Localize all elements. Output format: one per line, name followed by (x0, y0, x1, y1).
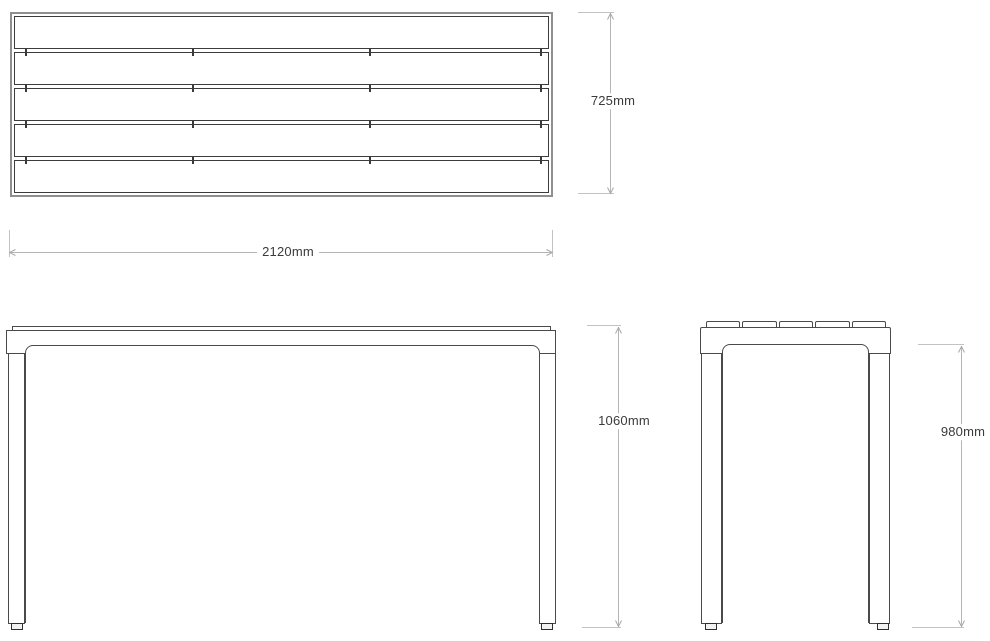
table-leg (701, 354, 722, 624)
joint-tick (192, 121, 194, 128)
joint-tick (540, 85, 542, 92)
dimension-label-width: 2120mm (257, 244, 319, 260)
joint-tick (25, 157, 27, 164)
arrow-up-icon (615, 327, 622, 334)
extension-line (587, 325, 621, 326)
arrow-down-icon (958, 620, 965, 627)
table-slat (14, 16, 549, 49)
joint-tick (369, 49, 371, 56)
joint-tick (25, 121, 27, 128)
table-slat (14, 52, 549, 85)
leg-foot (11, 623, 23, 630)
leg-foot (877, 623, 889, 630)
arrow-down-icon (615, 620, 622, 627)
dimension-line-height (618, 327, 619, 627)
joint-tick (369, 121, 371, 128)
top-view (10, 12, 553, 197)
dimension-label-depth: 725mm (586, 93, 640, 109)
table-leg (8, 354, 25, 624)
joint-tick (540, 121, 542, 128)
dimension-line-clearance (961, 346, 962, 627)
dimension-label-height: 1060mm (593, 413, 655, 429)
table-slat (14, 160, 549, 193)
extension-line (582, 627, 621, 628)
arrow-down-icon (607, 187, 614, 194)
leg-foot (705, 623, 717, 630)
table-leg (539, 354, 556, 624)
under-table-opening (25, 345, 540, 623)
arrow-up-icon (607, 13, 614, 20)
extension-line (918, 344, 964, 345)
table-leg (869, 354, 890, 624)
joint-tick (369, 85, 371, 92)
table-slat (14, 124, 549, 157)
joint-tick (540, 49, 542, 56)
dimension-label-clearance: 980mm (936, 424, 990, 440)
joint-tick (369, 157, 371, 164)
joint-tick (25, 49, 27, 56)
joint-tick (192, 85, 194, 92)
extension-line (912, 627, 964, 628)
table-slat (14, 88, 549, 121)
joint-tick (192, 49, 194, 56)
arrow-left-icon (9, 249, 16, 256)
under-table-opening (722, 344, 869, 623)
leg-foot (541, 623, 553, 630)
arrow-right-icon (546, 249, 553, 256)
arrow-up-icon (958, 346, 965, 353)
joint-tick (540, 157, 542, 164)
joint-tick (25, 85, 27, 92)
joint-tick (192, 157, 194, 164)
